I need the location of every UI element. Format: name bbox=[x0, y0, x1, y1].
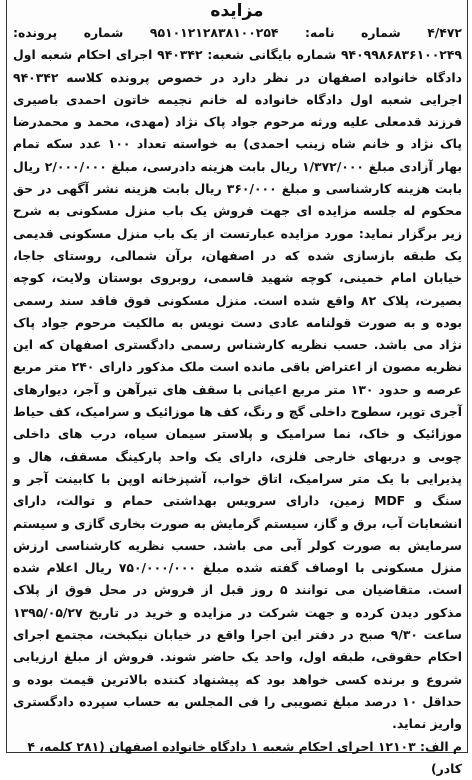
notice-title: مزایده bbox=[210, 1, 264, 21]
notice-body bbox=[7, 22, 467, 736]
auction-notice bbox=[6, 0, 468, 776]
notice-body-text: ۴/۴۷۲ شماره نامه: ۹۵۱۰۱۲۱۲۸۳۸۱۰۰۲۵۴ شماره پرونده: ۹۴۰۹۹۸۶۸۳۶۱۰۰۲۴۹ شماره بایگانی شعبه: ۹۴۰۳۴۲ اجرای احکام شعبه اول دادگاه خانواده اصفهان در نظر دارد در خصوص پرونده کلاسه ۹۴۰۳۴۲ اجرایی شعبه اول دادگاه خانواده له خانم نجیمه خاتون احمدی باصیری فرزند قدمعلی علیه ورثه مرحوم جواد پاک نژاد (مهدی، محمد و محمدرضا پاک نژاد و خانم شاه زینب احمدی) به خواسته تعداد ۱۰۰ عدد سکه تمام بهار آزادی مبلغ ۱/۳۷۲/۰۰۰ ریال بابت هزینه دادرسی، مبلغ ۲/۰۰۰/۰۰۰ ریال بابت هزینه کارشناسی و مبلغ ۳۶۰/۰۰۰ ریال بابت هزینه نشر آگهی در حق محکوم له جلسه مزایده ای جهت فروش یک باب منزل مسکونی به شرح زیر برگزار نماید: مورد مزایده عبارتست از یک باب منزل مسکونی قدیمی یک طبقه بازسازی شده که در اصفهان، برآن شمالی، روستای جاجا، خیابان امام خمینی، کوچه شهید قاسمی، روبروی بوستان ولایت، کوچه بصیرت، پلاک ۸۲ واقع شده است. منزل مسکونی فوق فاقد سند رسمی بوده و به صورت قولنامه عادی دست نویس به مالکیت مرحوم جواد پاک نژاد می باشد. حسب نظریه کارشناس رسمی دادگستری اصفهان که این نظریه مصون از اعتراض باقی مانده است ملک مذکور دارای ۲۴۰ متر مربع عرصه و حدود ۱۳۰ متر مربع اعیانی با سقف های تیرآهن و آجر، دیوارهای آجری توپر، سطوح داخلی گچ و رنگ، کف ها موزائیک و سرامیک، کف حیاط موزائیک و خاک، نما سرامیک و پلاستر سیمان سیاه، درب های داخلی چوبی و دربهای خارجی فلزی، دارای یک واحد پارکینگ مسقف، هال و پذیرایی با یک متر سرامیک، اتاق خواب، آشپزخانه اوپن با کابینت آجر و سنگ و MDF زمین، دارای سرویس بهداشتی حمام و توالت، دارای انشعابات آب، برق و گاز، سیستم گرمایش به صورت بخاری گازی و سیستم سرمایش به صورت کولر آبی می باشد. حسب نظریه کارشناسی ارزش منزل مسکونی با اوصاف گفته شده مبلغ ۷۵۰/۰۰۰/۰۰۰ ریال اعلام شده است. متقاضیان می توانند ۵ روز قبل از فروش در محل فوق از پلاک مذکور دیدن کرده و جهت شرکت در مزایده و خرید در تاریخ ۱۳۹۵/۰۵/۲۷ ساعت ۹/۳۰ صبح در دفتر این اجرا واقع در خیابان نیکبخت، مجتمع اجرای احکام حقوقی، طبقه اول، واحد یک حاضر شوند. فروش از مبلغ ارزیابی شروع و برنده کسی خواهد بود که پیشنهاد کننده بالاترین قیمت بوده و حداقل ۱۰ درصد مبلغ تصویبی را فی المجلس به حساب سپرده دادگستری واریز نماید. bbox=[13, 25, 462, 732]
notice-reference: م الف: ۱۲۱۰۳ اجرای احکام شعبه ۱ دادگاه خانواده اصفهان (۲۸۱ کلمه، ۴ کادر) bbox=[27, 738, 462, 776]
